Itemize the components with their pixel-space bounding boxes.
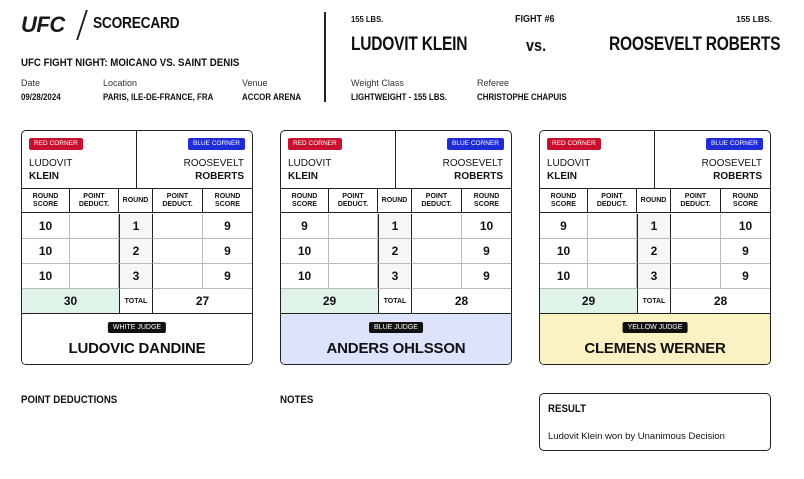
blue-point-deduct bbox=[671, 239, 721, 264]
blue-corner-badge: BLUE CORNER bbox=[188, 138, 245, 150]
blue-fighter-name: ROOSEVELT ROBERTS bbox=[609, 34, 781, 55]
page-title: SCORECARD bbox=[93, 15, 180, 32]
header-round: ROUND bbox=[119, 189, 153, 213]
blue-point-deduct bbox=[412, 264, 462, 289]
weight-class-label: Weight Class bbox=[351, 78, 404, 88]
location-label: Location bbox=[103, 78, 138, 88]
blue-total: 27 bbox=[153, 289, 252, 314]
red-total: 29 bbox=[540, 289, 637, 314]
red-point-deduct bbox=[588, 264, 637, 289]
result-title: RESULT bbox=[548, 403, 587, 415]
red-point-deduct bbox=[588, 239, 637, 264]
red-point-deduct bbox=[70, 239, 119, 264]
blue-point-deduct bbox=[671, 264, 721, 289]
venue-label: Venue bbox=[242, 78, 268, 88]
red-corner-badge: RED CORNER bbox=[288, 138, 342, 150]
blue-weight: 155 LBS. bbox=[736, 14, 772, 24]
card-fighters bbox=[22, 131, 252, 189]
blue-point-deduct bbox=[153, 214, 203, 239]
red-weight: 155 LBS. bbox=[351, 14, 384, 24]
judge-scorecard bbox=[280, 130, 512, 365]
judge-color-badge: BLUE JUDGE bbox=[369, 322, 423, 333]
red-total: 30 bbox=[22, 289, 119, 314]
red-point-deduct bbox=[588, 214, 637, 239]
corner-divider bbox=[395, 131, 396, 189]
corner-divider bbox=[654, 131, 655, 189]
judge-area bbox=[540, 314, 770, 365]
red-last-name: KLEIN bbox=[547, 171, 577, 182]
red-first-name: LUDOVIT bbox=[547, 158, 591, 169]
red-point-deduct bbox=[329, 214, 378, 239]
red-round-score: 10 bbox=[22, 239, 70, 264]
blue-round-score: 9 bbox=[203, 264, 252, 289]
judge-scorecard bbox=[539, 130, 771, 365]
red-last-name: KLEIN bbox=[29, 171, 59, 182]
round-number: 2 bbox=[637, 239, 671, 264]
round-number: 1 bbox=[378, 214, 412, 239]
blue-total: 28 bbox=[412, 289, 511, 314]
red-point-deduct bbox=[329, 264, 378, 289]
red-round-score: 10 bbox=[281, 264, 329, 289]
judge-name: CLEMENS WERNER bbox=[584, 340, 726, 357]
header-red-round-score: ROUND SCORE bbox=[540, 189, 588, 213]
header-red-point-deduct: POINT DEDUCT. bbox=[588, 189, 637, 213]
round-number: 1 bbox=[637, 214, 671, 239]
notes-heading: NOTES bbox=[280, 394, 314, 406]
result-box bbox=[539, 393, 771, 451]
header-round: ROUND bbox=[637, 189, 671, 213]
blue-round-score: 9 bbox=[721, 239, 770, 264]
judge-name: LUDOVIC DANDINE bbox=[68, 340, 206, 357]
round-number: 1 bbox=[119, 214, 153, 239]
red-corner-badge: RED CORNER bbox=[29, 138, 83, 150]
round-number: 2 bbox=[378, 239, 412, 264]
blue-point-deduct bbox=[671, 214, 721, 239]
total-label: TOTAL bbox=[637, 289, 671, 314]
judge-area bbox=[22, 314, 252, 365]
blue-last-name: ROBERTS bbox=[195, 171, 244, 182]
red-round-score: 10 bbox=[22, 214, 70, 239]
date-label: Date bbox=[21, 78, 41, 88]
header-round: ROUND bbox=[378, 189, 412, 213]
header-divider bbox=[324, 12, 326, 102]
header-red-round-score: ROUND SCORE bbox=[281, 189, 329, 213]
header-red-round-score: ROUND SCORE bbox=[22, 189, 70, 213]
blue-last-name: ROBERTS bbox=[454, 171, 503, 182]
blue-round-score: 9 bbox=[203, 214, 252, 239]
referee-label: Referee bbox=[477, 78, 510, 88]
total-label: TOTAL bbox=[119, 289, 153, 314]
red-fighter-name: LUDOVIT KLEIN bbox=[351, 34, 468, 55]
red-first-name: LUDOVIT bbox=[288, 158, 332, 169]
judge-name: ANDERS OHLSSON bbox=[326, 340, 466, 357]
judge-scorecard bbox=[21, 130, 253, 365]
ufc-logo: UFC bbox=[21, 12, 65, 37]
round-number: 3 bbox=[378, 264, 412, 289]
round-number: 3 bbox=[119, 264, 153, 289]
header-red-point-deduct: POINT DEDUCT. bbox=[329, 189, 378, 213]
round-number: 3 bbox=[637, 264, 671, 289]
fight-number: FIGHT #6 bbox=[515, 14, 555, 25]
header-blue-round-score: ROUND SCORE bbox=[203, 189, 252, 213]
referee-value: CHRISTOPHE CHAPUIS bbox=[477, 92, 567, 102]
red-first-name: LUDOVIT bbox=[29, 158, 73, 169]
location-value: PARIS, ILE-DE-FRANCE, FRA bbox=[103, 92, 214, 102]
blue-point-deduct bbox=[153, 239, 203, 264]
red-point-deduct bbox=[70, 214, 119, 239]
blue-round-score: 9 bbox=[462, 264, 511, 289]
red-round-score: 10 bbox=[22, 264, 70, 289]
blue-round-score: 10 bbox=[462, 214, 511, 239]
red-round-score: 9 bbox=[281, 214, 329, 239]
blue-first-name: ROOSEVELT bbox=[701, 158, 762, 169]
venue-value: ACCOR ARENA bbox=[242, 92, 302, 102]
blue-point-deduct bbox=[153, 264, 203, 289]
corner-divider bbox=[136, 131, 137, 189]
judge-color-badge: YELLOW JUDGE bbox=[623, 322, 688, 333]
result-text: Ludovit Klein won by Unanimous Decision bbox=[548, 431, 725, 442]
judge-color-badge: WHITE JUDGE bbox=[108, 322, 166, 333]
blue-round-score: 10 bbox=[721, 214, 770, 239]
red-last-name: KLEIN bbox=[288, 171, 318, 182]
red-point-deduct bbox=[70, 264, 119, 289]
red-round-score: 10 bbox=[540, 264, 588, 289]
blue-round-score: 9 bbox=[721, 264, 770, 289]
blue-round-score: 9 bbox=[462, 239, 511, 264]
date-value: 09/28/2024 bbox=[21, 92, 61, 102]
header-blue-point-deduct: POINT DEDUCT. bbox=[412, 189, 462, 213]
card-fighters bbox=[540, 131, 770, 189]
red-total: 29 bbox=[281, 289, 378, 314]
total-label: TOTAL bbox=[378, 289, 412, 314]
blue-corner-badge: BLUE CORNER bbox=[706, 138, 763, 150]
header-blue-point-deduct: POINT DEDUCT. bbox=[153, 189, 203, 213]
logo-divider bbox=[76, 10, 88, 40]
card-fighters bbox=[281, 131, 511, 189]
header-blue-round-score: ROUND SCORE bbox=[462, 189, 511, 213]
red-point-deduct bbox=[329, 239, 378, 264]
red-round-score: 9 bbox=[540, 214, 588, 239]
header-blue-point-deduct: POINT DEDUCT. bbox=[671, 189, 721, 213]
vs-label: vs. bbox=[526, 36, 547, 55]
header-blue-round-score: ROUND SCORE bbox=[721, 189, 770, 213]
blue-first-name: ROOSEVELT bbox=[183, 158, 244, 169]
blue-last-name: ROBERTS bbox=[713, 171, 762, 182]
blue-first-name: ROOSEVELT bbox=[442, 158, 503, 169]
red-corner-badge: RED CORNER bbox=[547, 138, 601, 150]
red-round-score: 10 bbox=[540, 239, 588, 264]
blue-point-deduct bbox=[412, 239, 462, 264]
point-deductions-heading: POINT DEDUCTIONS bbox=[21, 394, 118, 406]
event-name: UFC FIGHT NIGHT: MOICANO VS. SAINT DENIS bbox=[21, 57, 240, 69]
weight-class-value: LIGHTWEIGHT - 155 LBS. bbox=[351, 92, 447, 102]
blue-round-score: 9 bbox=[203, 239, 252, 264]
blue-point-deduct bbox=[412, 214, 462, 239]
blue-total: 28 bbox=[671, 289, 770, 314]
header-red-point-deduct: POINT DEDUCT. bbox=[70, 189, 119, 213]
round-number: 2 bbox=[119, 239, 153, 264]
red-round-score: 10 bbox=[281, 239, 329, 264]
blue-corner-badge: BLUE CORNER bbox=[447, 138, 504, 150]
judge-area bbox=[281, 314, 511, 365]
